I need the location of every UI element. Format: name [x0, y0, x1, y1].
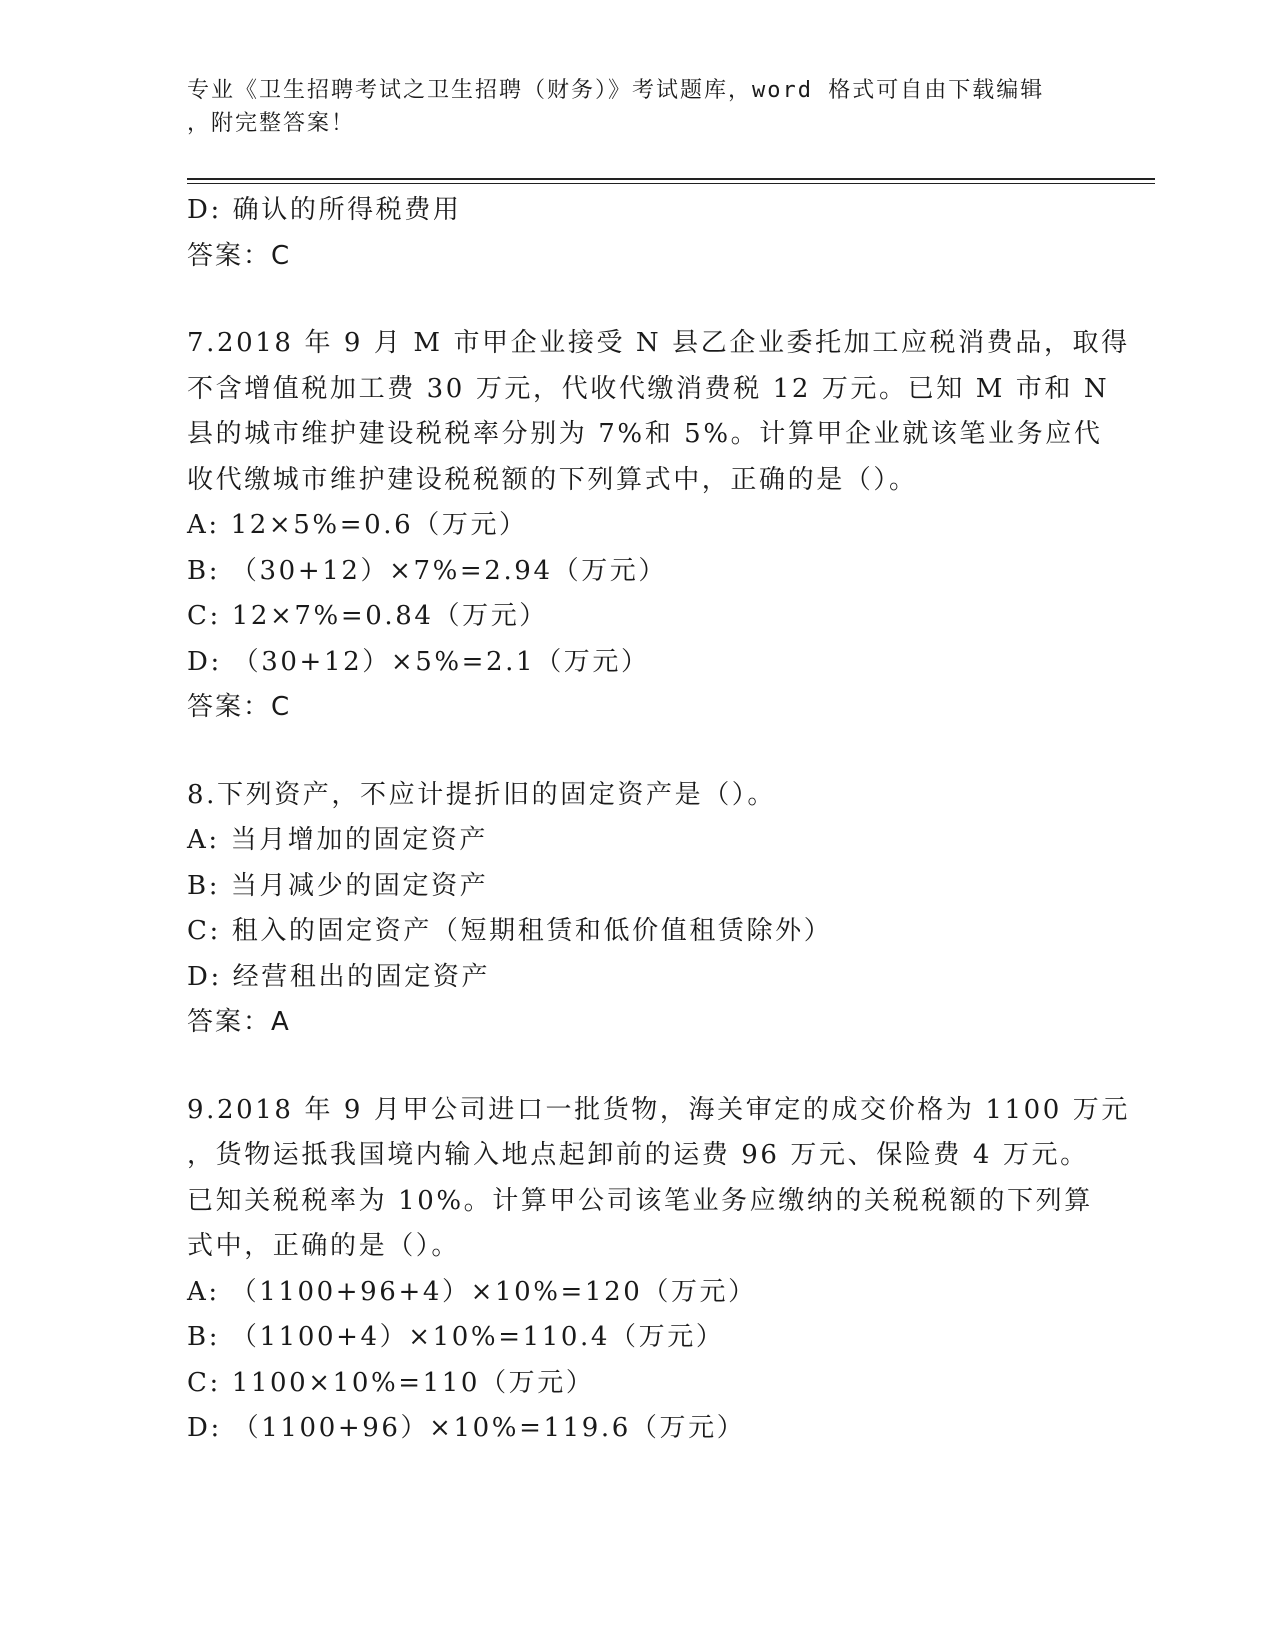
question-stem-line: 收代缴城市维护建设税税额的下列算式中，正确的是（）。	[187, 464, 918, 495]
document-body	[187, 188, 1131, 1452]
option-c: C: 租入的固定资产（短期租赁和低价值租赁除外）	[187, 916, 833, 946]
answer-line: 答案：C	[187, 240, 292, 271]
question-stem-line: 7.2018 年 9 月 M 市甲企业接受 N 县乙企业委托加工应税消费品，取得	[187, 328, 1130, 358]
option-d: D: 经营租出的固定资产	[187, 961, 491, 992]
option-a: A: 12×5%=0.6（万元）	[187, 510, 528, 540]
option-d: D: （30+12）×5%=2.1（万元）	[187, 646, 650, 677]
answer-line: 答案：C	[187, 692, 292, 722]
option-b: B: （30+12）×7%=2.94（万元）	[187, 555, 667, 586]
header-divider-thick	[187, 178, 1155, 180]
question-stem-line: 不含增值税加工费 30 万元，代收代缴消费税 12 万元。已知 M 市和 N	[187, 373, 1110, 404]
header-line-2: ，附完整答案！	[187, 111, 356, 136]
question-stem-line: 9.2018 年 9 月甲公司进口一批货物，海关审定的成交价格为 1100 万元	[187, 1094, 1131, 1125]
question-stem-line: 已知关税税率为 10%。计算甲公司该笔业务应缴纳的关税税额的下列算	[187, 1185, 1093, 1216]
question-7	[187, 321, 1130, 731]
question-stem-line: 8.下列资产，不应计提折旧的固定资产是（）。	[187, 779, 777, 810]
option-a: A: 当月增加的固定资产	[187, 825, 489, 855]
option-c: C: 1100×10%=110（万元）	[187, 1367, 595, 1398]
option-d: D: （1100+96）×10%=119.6（万元）	[187, 1413, 746, 1443]
header-divider-thin	[187, 183, 1155, 184]
question-stem-line: 县的城市维护建设税税率分别为 7%和 5%。计算甲企业就该笔业务应代	[187, 419, 1103, 449]
option-b: B: （1100+4）×10%=110.4（万元）	[187, 1322, 725, 1352]
question-stem-line: ，货物运抵我国境内输入地点起卸前的运费 96 万元、保险费 4 万元。	[187, 1140, 1089, 1170]
header-line-1: 专业《卫生招聘考试之卫生招聘（财务）》考试题库，word 格式可自由下载编辑	[187, 78, 1045, 103]
question-9	[187, 1088, 1131, 1452]
question-stem-line: 式中，正确的是（）。	[187, 1231, 461, 1261]
option-d: D: 确认的所得税费用	[187, 195, 462, 225]
option-b: B: 当月减少的固定资产	[187, 870, 489, 901]
document-header	[187, 74, 1067, 140]
answer-line: 答案：A	[187, 1007, 291, 1037]
option-a: A: （1100+96+4）×10%=120（万元）	[187, 1276, 757, 1307]
previous-question-tail	[187, 188, 1087, 279]
question-8	[187, 773, 1087, 1046]
option-c: C: 12×7%=0.84（万元）	[187, 601, 548, 631]
